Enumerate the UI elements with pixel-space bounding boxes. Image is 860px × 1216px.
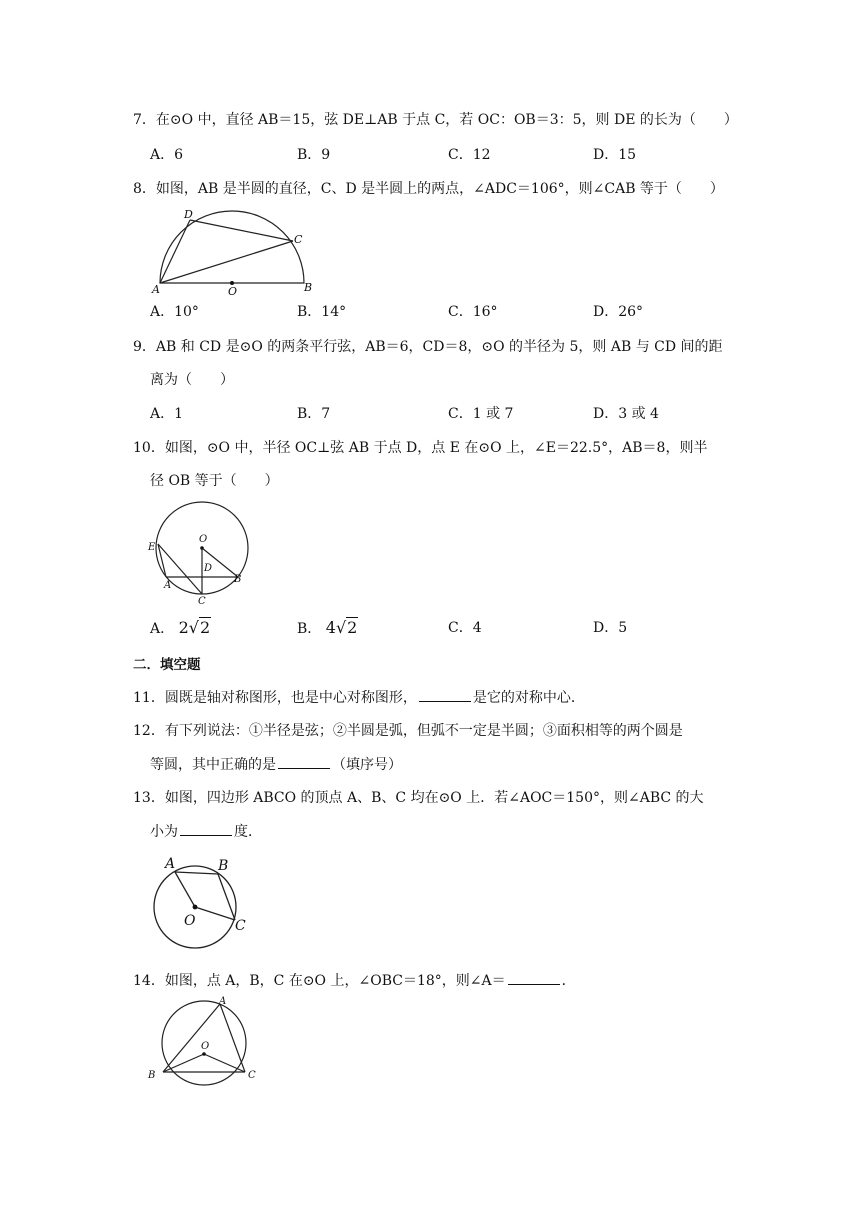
label-c: C: [294, 233, 303, 246]
option-a[interactable]: A．1: [150, 406, 184, 422]
label-c: C: [198, 596, 206, 607]
label-b: B: [218, 858, 229, 874]
question-14: [133, 970, 733, 991]
option-b[interactable]: B．9: [297, 147, 331, 163]
option-a[interactable]: [150, 618, 211, 639]
q13-after: 度．: [234, 824, 262, 840]
question-11: [133, 687, 733, 708]
option-b[interactable]: [297, 618, 358, 639]
option-b-radicand: 2: [347, 618, 358, 637]
figure-14-circle-diagram: [144, 996, 264, 1088]
option-d[interactable]: D．26°: [593, 304, 644, 320]
question-8: 8．如图，AB 是半圆的直径，C、D 是半圆上的两点，∠ADC＝106°，则∠CAB 等于（ ）: [133, 181, 724, 197]
question-10-line-1: 10．如图，⊙O 中，半径 OC⊥弦 AB 于点 D，点 E 在⊙O 上，∠E＝22.5°，AB＝8，则半: [133, 440, 708, 456]
option-d[interactable]: D．3 或 4: [593, 406, 659, 422]
option-a-coef: 2: [178, 618, 189, 637]
label-o: O: [228, 285, 238, 298]
q12-answer-blank[interactable]: [278, 754, 330, 769]
figure-10-circle-diagram: [144, 500, 260, 608]
label-d: D: [184, 208, 193, 221]
question-9-options: [150, 404, 710, 424]
section-2-heading: 二．填空题: [133, 657, 201, 673]
label-a: A: [219, 996, 227, 1007]
option-a-radicand: 2: [199, 618, 211, 637]
question-10-options: [150, 618, 710, 638]
option-c[interactable]: C．4: [448, 620, 482, 636]
option-b-radical: 4√2: [325, 618, 358, 637]
q14-before: 14．如图，点 A，B，C 在⊙O 上，∠OBC＝18°，则∠A＝: [133, 973, 506, 989]
q13-before: 小为: [150, 824, 178, 840]
label-c: C: [235, 918, 246, 934]
label-b: B: [148, 1070, 156, 1081]
question-7: 7．在⊙O 中，直径 AB＝15，弦 DE⊥AB 于点 C，若 OC：OB＝3：5，则 DE 的长为（ ）: [133, 112, 738, 128]
q12-before: 等圆，其中正确的是: [150, 757, 276, 773]
question-9-line-1: 9．AB 和 CD 是⊙O 的两条平行弦，AB＝6，CD＝8，⊙O 的半径为 5，则 AB 与 CD 间的距: [133, 339, 723, 355]
option-a[interactable]: A．6: [150, 147, 184, 163]
figure-13-circle-diagram: [150, 852, 256, 956]
label-b: B: [304, 281, 313, 294]
label-d: D: [204, 563, 213, 574]
question-8-options: [150, 302, 710, 322]
option-c[interactable]: C．16°: [448, 304, 498, 320]
q11-before: 11．圆既是轴对称图形，也是中心对称图形，: [133, 690, 417, 706]
question-13-line-1: 13．如图，四边形 ABCO 的顶点 A、B、C 均在⊙O 上．若∠AOC＝150°，则∠ABC 的大: [133, 790, 704, 806]
q11-answer-blank[interactable]: [419, 687, 471, 702]
label-b: B: [234, 574, 242, 585]
q14-after: ．: [561, 973, 576, 989]
option-d[interactable]: D．5: [593, 620, 628, 636]
question-13-line-2: [150, 821, 750, 842]
option-a-letter: A．: [150, 621, 175, 637]
label-a: A: [165, 856, 176, 872]
label-a: A: [164, 580, 172, 591]
label-a: A: [152, 283, 160, 296]
q14-answer-blank[interactable]: [508, 970, 560, 985]
question-9-line-2: 离为（ ）: [150, 372, 234, 388]
q13-answer-blank[interactable]: [180, 821, 232, 836]
label-o: O: [201, 1041, 210, 1052]
figure-8-semicircle-diagram: [148, 203, 320, 298]
option-d[interactable]: D．15: [593, 147, 637, 163]
option-c[interactable]: C．12: [448, 147, 491, 163]
question-10-line-2: 径 OB 等于（ ）: [150, 473, 279, 489]
option-b[interactable]: B．14°: [297, 304, 347, 320]
option-a[interactable]: A．10°: [150, 304, 199, 320]
option-b[interactable]: B．7: [297, 406, 331, 422]
label-e: E: [148, 542, 156, 553]
q11-after: 是它的对称中心．: [472, 690, 585, 706]
option-b-letter: B．: [297, 621, 322, 637]
q12-after: （填序号）: [332, 757, 402, 773]
question-12-line-1: 12．有下列说法：①半径是弦；②半圆是弧，但弧不一定是半圆；③面积相等的两个圆是: [133, 723, 683, 739]
option-c[interactable]: C．1 或 7: [448, 406, 514, 422]
option-a-radical: 2√2: [178, 618, 211, 637]
label-o: O: [199, 534, 208, 545]
question-12-line-2: [150, 754, 750, 775]
label-o: O: [184, 913, 196, 929]
label-c: C: [248, 1070, 256, 1081]
option-b-coef: 4: [325, 618, 336, 637]
question-7-options: [150, 145, 710, 165]
